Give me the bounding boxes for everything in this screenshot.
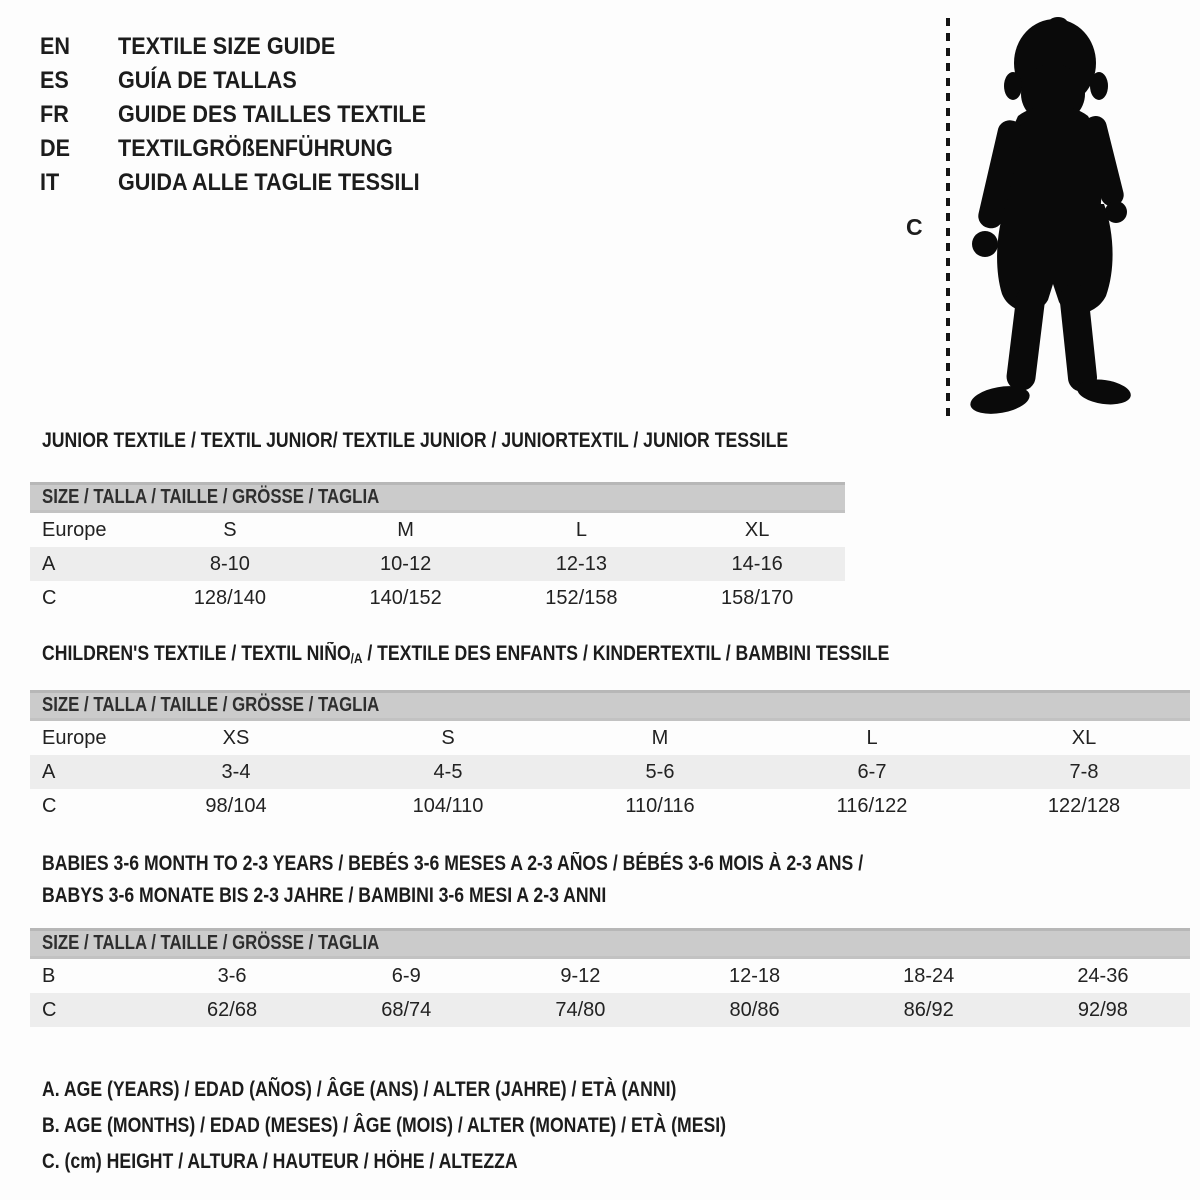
table-row-europe <box>30 721 1190 755</box>
months-cell: 9-12 <box>560 964 601 987</box>
babies-size-table <box>30 959 1190 1027</box>
height-cell: 62/68 <box>145 993 319 1027</box>
height-measure-dashed-line <box>946 18 950 416</box>
guide-title-es: GUÍA DE TALLAS <box>118 67 297 94</box>
size-cell: L <box>866 726 878 749</box>
language-code: IT <box>40 169 60 196</box>
legend-line-a: A. AGE (YEARS) / EDAD (AÑOS) / ÂGE (ANS) / ALTER (JAHRE) / ETÀ (ANNI) <box>42 1078 677 1101</box>
guide-title-de: TEXTILGRÖßENFÜHRUNG <box>118 135 393 162</box>
children-size-table <box>30 721 1190 823</box>
height-cell: 128/140 <box>193 586 267 609</box>
height-cell: 74/80 <box>493 993 667 1027</box>
size-cell: M <box>397 518 414 541</box>
legend-line-b: B. AGE (MONTHS) / EDAD (MESES) / ÂGE (MOIS) / ALTER (MONATE) / ETÀ (MESI) <box>42 1114 727 1137</box>
size-cell: L <box>575 518 587 541</box>
height-cell: 98/104 <box>205 794 267 817</box>
children-table-size-header: SIZE / TALLA / TAILLE / GRÖSSE / TAGLIA <box>30 690 1190 721</box>
height-cell: 80/86 <box>667 993 841 1027</box>
age-cell: 7-8 <box>978 755 1190 789</box>
height-measure-label: C <box>906 214 923 240</box>
children-section-title: CHILDREN'S TEXTILE / TEXTIL NIÑO/A / TEXTILE DES ENFANTS / KINDERTEXTIL / BAMBINI TESSILE <box>42 642 890 666</box>
junior-size-table <box>30 513 845 615</box>
junior-section-title: JUNIOR TEXTILE / TEXTIL JUNIOR/ TEXTILE JUNIOR / JUNIORTEXTIL / JUNIOR TESSILE <box>42 429 789 452</box>
size-cell: XL <box>1071 726 1097 749</box>
language-row-es <box>40 64 460 98</box>
months-cell: 12-18 <box>728 964 781 987</box>
months-cell: 24-36 <box>1077 964 1129 987</box>
table-row-age <box>30 755 1190 789</box>
row-label: C <box>42 586 57 609</box>
age-cell: 12-13 <box>494 547 670 581</box>
size-cell: XS <box>222 726 250 749</box>
babies-section-title: BABIES 3-6 MONTH TO 2-3 YEARS / BEBÉS 3-6 MESES A 2-3 AÑOS / BÉBÉS 3-6 MOIS À 2-3 ANS / BABYS 3-6 MONATE BIS 2-3 JAHRE / BAMBINI 3-6 MESI A 2-3 ANNI <box>42 852 864 907</box>
language-row-it <box>40 166 460 200</box>
table-row-age <box>30 547 845 581</box>
language-row-fr <box>40 98 460 132</box>
table-row-months <box>30 959 1190 993</box>
language-title-block <box>40 30 460 200</box>
height-cell: 104/110 <box>412 794 484 817</box>
row-label: Europe <box>42 518 107 541</box>
age-cell: 8-10 <box>142 547 318 581</box>
row-label: C <box>30 993 145 1027</box>
months-cell: 6-9 <box>391 964 421 987</box>
height-cell: 92/98 <box>1016 993 1190 1027</box>
height-cell: 68/74 <box>319 993 493 1027</box>
size-cell: S <box>441 726 455 749</box>
age-cell: 4-5 <box>342 755 554 789</box>
table-row-europe <box>30 513 845 547</box>
table-row-height <box>30 993 1190 1027</box>
language-row-en <box>40 30 460 64</box>
row-label: Europe <box>42 726 107 749</box>
guide-title-fr: GUIDE DES TAILLES TEXTILE <box>118 101 427 128</box>
table-row-height <box>30 789 1190 823</box>
row-label: C <box>42 794 57 817</box>
size-cell: S <box>223 518 237 541</box>
height-cell: 110/116 <box>625 794 695 817</box>
age-cell: 5-6 <box>554 755 766 789</box>
row-label: B <box>42 964 56 987</box>
toddler-silhouette-image <box>958 16 1140 420</box>
months-cell: 3-6 <box>217 964 247 987</box>
guide-title-it: GUIDA ALLE TAGLIE TESSILI <box>118 169 420 196</box>
nino-a-subscript: /A <box>350 650 363 666</box>
table-row-height <box>30 581 845 615</box>
guide-title-en: TEXTILE SIZE GUIDE <box>118 33 336 60</box>
height-cell: 140/152 <box>369 586 442 609</box>
height-cell: 152/158 <box>545 586 618 609</box>
height-cell: 122/128 <box>1047 794 1121 817</box>
row-label: A <box>30 755 130 789</box>
junior-table-size-header: SIZE / TALLA / TAILLE / GRÖSSE / TAGLIA <box>30 482 845 513</box>
babies-table-size-header: SIZE / TALLA / TAILLE / GRÖSSE / TAGLIA <box>30 928 1190 959</box>
language-code: ES <box>40 67 69 94</box>
row-label: A <box>30 547 142 581</box>
height-cell: 116/122 <box>836 794 908 817</box>
size-cell: XL <box>744 518 770 541</box>
age-cell: 10-12 <box>318 547 494 581</box>
measurement-legend <box>42 1072 856 1180</box>
age-cell: 14-16 <box>669 547 845 581</box>
language-code: EN <box>40 33 71 60</box>
height-cell: 158/170 <box>720 586 794 609</box>
size-cell: M <box>651 726 669 749</box>
legend-line-c: C. (cm) HEIGHT / ALTURA / HAUTEUR / HÖHE / ALTEZZA <box>42 1150 518 1173</box>
language-code: FR <box>40 101 69 128</box>
language-row-de <box>40 132 460 166</box>
height-cell: 86/92 <box>842 993 1016 1027</box>
age-cell: 3-4 <box>130 755 342 789</box>
age-cell: 6-7 <box>766 755 978 789</box>
months-cell: 18-24 <box>903 964 955 987</box>
language-code: DE <box>40 135 71 162</box>
